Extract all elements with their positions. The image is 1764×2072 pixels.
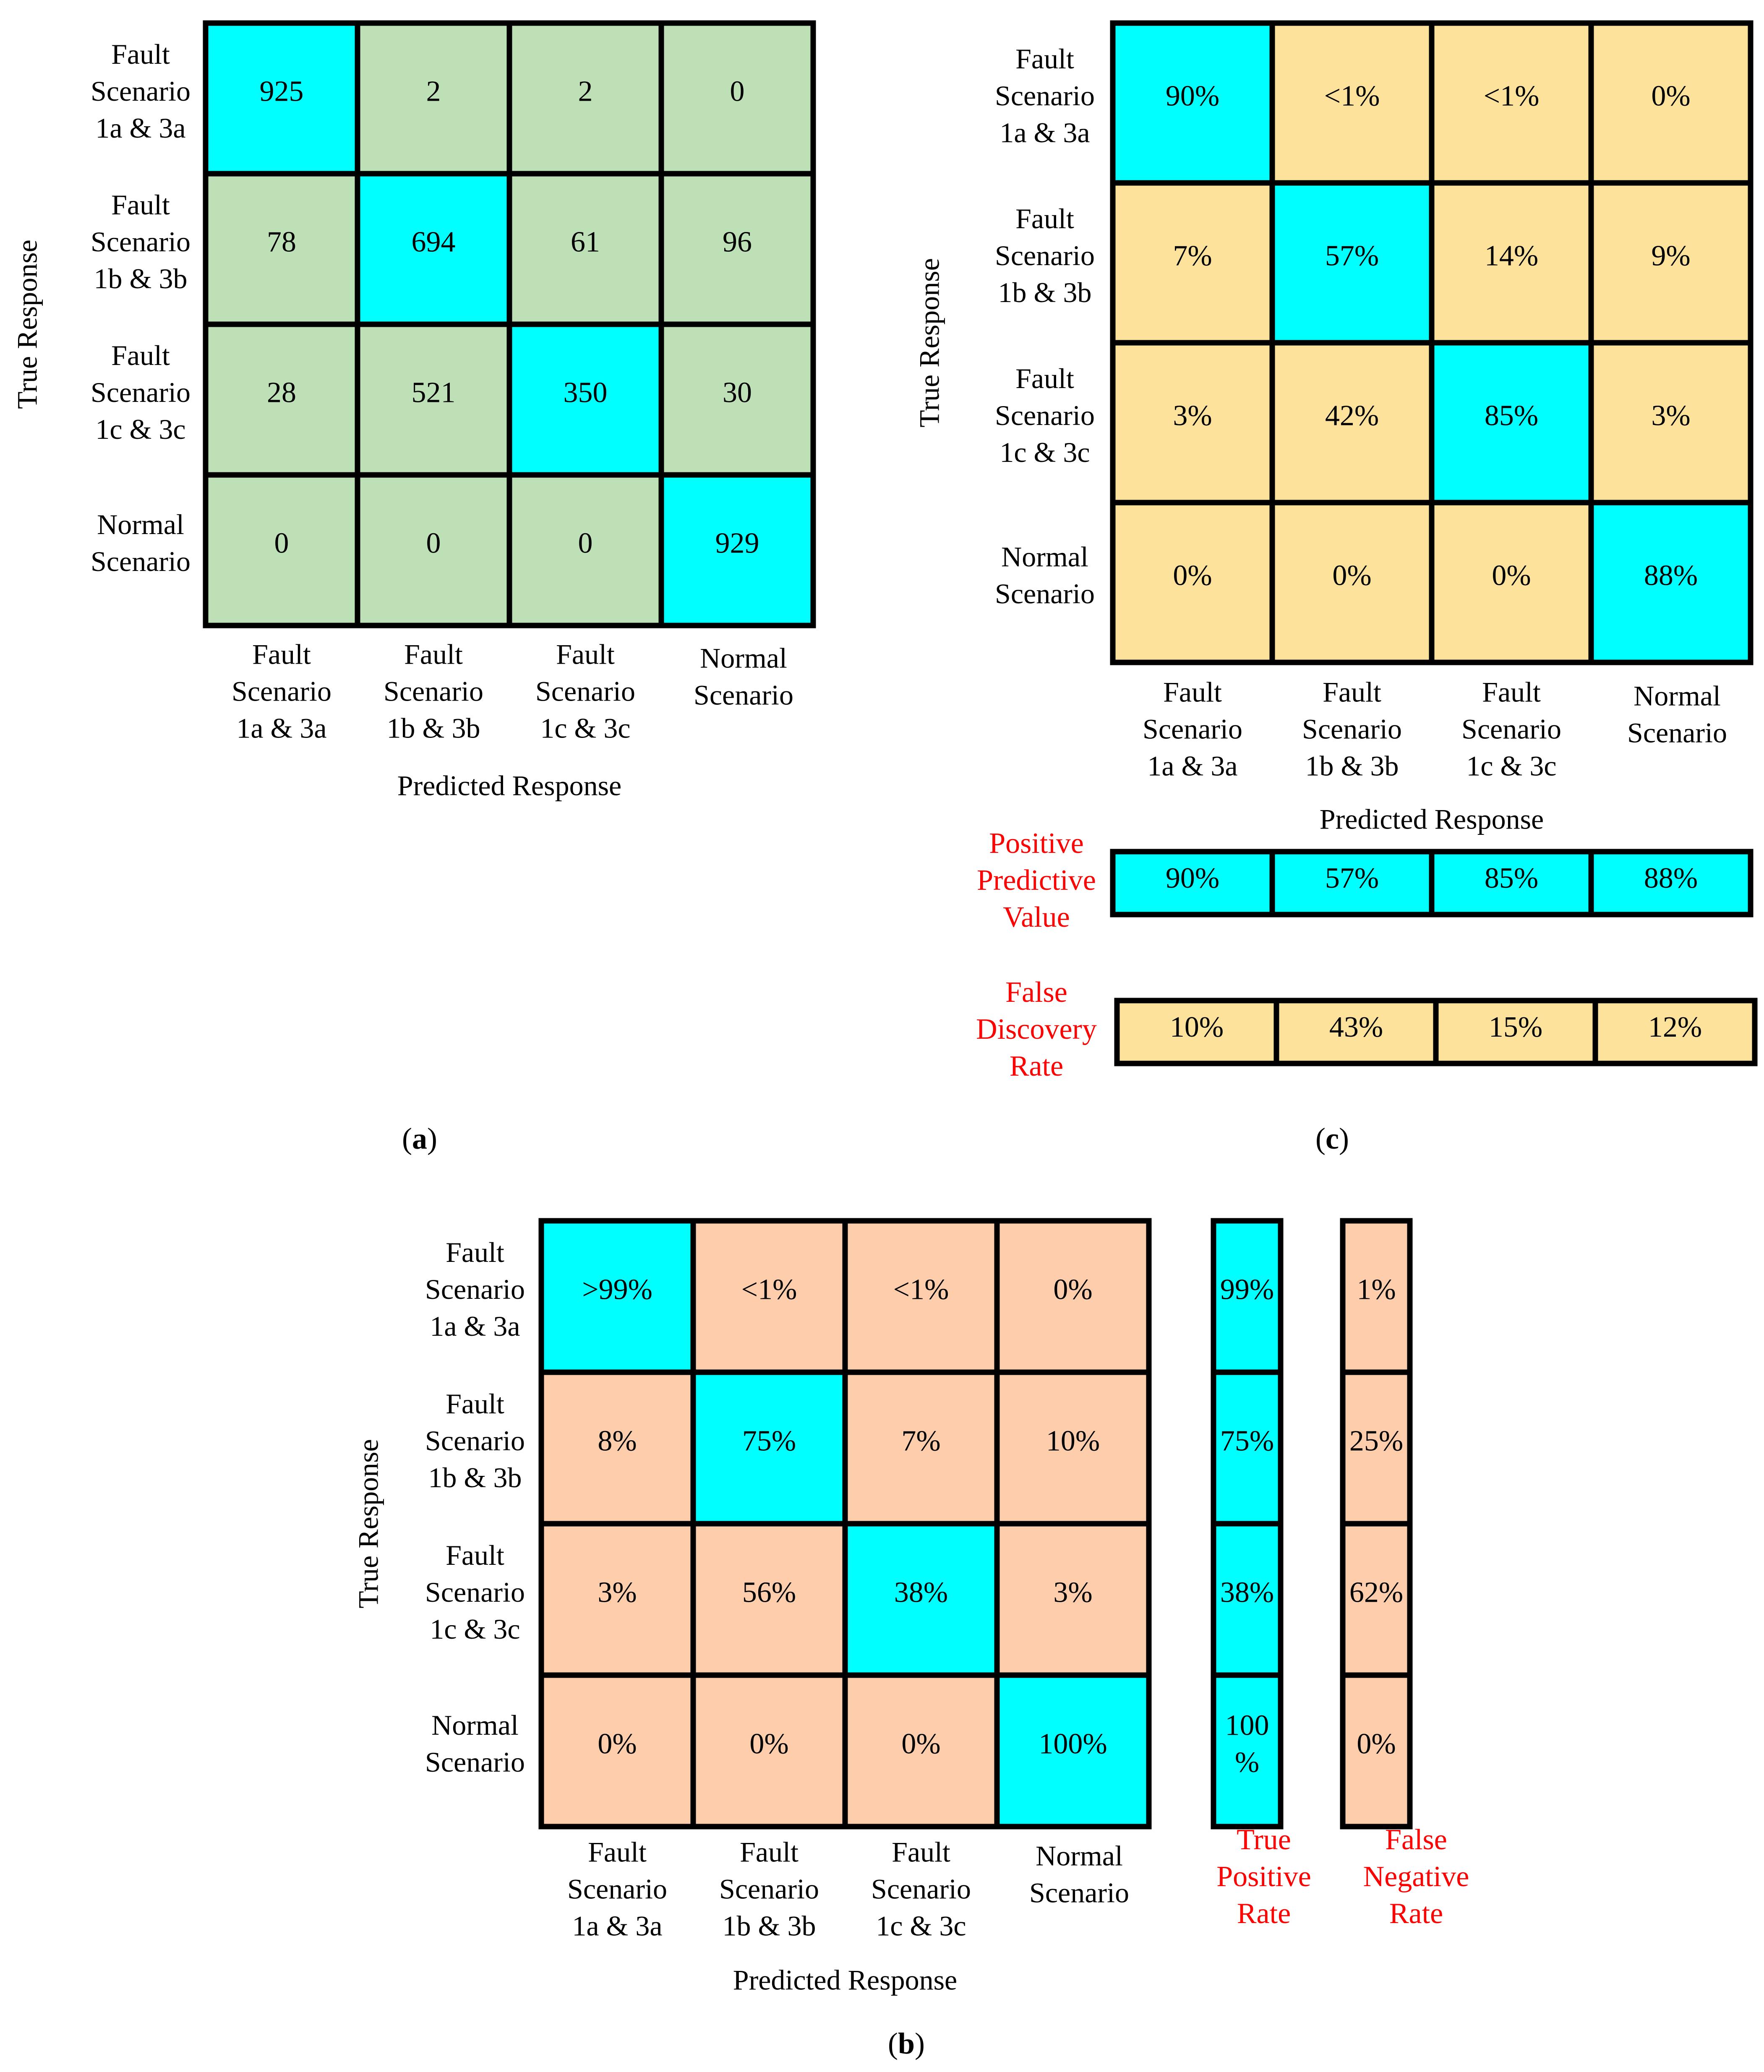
confusion-matrix-panel: [913, 23, 1755, 1155]
y-axis-title: True Response: [352, 1439, 384, 1608]
column-label: [1029, 1840, 1129, 1909]
row-label-line: 1c & 3c: [999, 436, 1090, 469]
row-label-line: 1a & 3a: [95, 112, 186, 144]
row-label: [995, 203, 1095, 308]
matrix-cell-value: 0%: [749, 1728, 789, 1760]
panel-label-letter: c: [1326, 1122, 1339, 1155]
row-label-line: Scenario: [91, 376, 190, 409]
row-label-line: Scenario: [425, 1746, 525, 1778]
matrix-cell-value: 7%: [1173, 240, 1212, 272]
row-label-line: Scenario: [995, 80, 1095, 112]
column-label: [694, 642, 793, 711]
matrix-cell-value: 10%: [1046, 1425, 1100, 1457]
summary-column-label: [1363, 1824, 1469, 1930]
summary-cell-value: [1220, 1577, 1274, 1609]
row-label-line: Fault: [111, 339, 170, 372]
x-axis-title: Predicted Response: [1319, 803, 1544, 835]
row-label-line: Scenario: [425, 1576, 525, 1608]
column-label: [871, 1836, 971, 1942]
row-label-line: 1b & 3b: [94, 263, 188, 295]
column-label-line: Fault: [1482, 676, 1541, 708]
row-label-line: Scenario: [91, 226, 190, 258]
matrix-cell-value: 38%: [894, 1576, 948, 1609]
row-label-line: Scenario: [91, 545, 190, 578]
panel-label: [402, 1122, 437, 1155]
row-label: [425, 1709, 525, 1778]
matrix-cell-value: 28: [267, 376, 296, 409]
summary-cell-value: [1220, 1425, 1274, 1457]
matrix-cell-value: 30: [723, 376, 752, 409]
row-label-line: Scenario: [995, 578, 1095, 610]
matrix-cell-value: 90%: [1165, 80, 1220, 112]
matrix-cell-value: 694: [411, 226, 456, 258]
matrix-cell-value: 0%: [901, 1728, 941, 1760]
summary-cell-value: [1349, 1425, 1403, 1457]
column-label-line: Fault: [556, 638, 615, 670]
row-label: [425, 1539, 525, 1645]
matrix-cell-value: 925: [259, 75, 304, 108]
summary-column-label-line: Negative: [1363, 1861, 1469, 1893]
matrix-cell-value: 929: [715, 527, 759, 560]
summary-cell-value-line: 100: [1225, 1709, 1269, 1742]
row-label: [995, 43, 1095, 149]
column-label-line: Scenario: [1302, 713, 1402, 745]
column-label-line: Normal: [1634, 680, 1721, 712]
column-label: [567, 1836, 667, 1942]
column-label-line: 1c & 3c: [876, 1910, 966, 1942]
summary-row-label: [977, 827, 1096, 933]
matrix-cell-value: 61: [571, 226, 600, 258]
summary-cell-value-line: 0%: [1357, 1728, 1396, 1760]
row-label-line: Fault: [1015, 203, 1074, 235]
matrix-cell-value: 57%: [1325, 240, 1379, 272]
summary-row-label-line: Value: [1003, 901, 1070, 934]
panel-label-open: (: [402, 1122, 412, 1155]
summary-row-label-line: False: [1005, 976, 1067, 1009]
row-label-line: Fault: [446, 1539, 504, 1572]
summary-cell-value: 15%: [1488, 1011, 1543, 1044]
summary-cell-value: [1357, 1274, 1396, 1306]
matrix-cell-value: 0: [578, 527, 593, 560]
column-label: [1627, 680, 1727, 749]
column-label-line: 1a & 3a: [572, 1910, 663, 1942]
column-label-line: Fault: [252, 638, 311, 670]
row-label-line: 1b & 3b: [428, 1462, 522, 1494]
column-label-line: Fault: [740, 1836, 798, 1868]
column-label-line: Scenario: [871, 1873, 971, 1905]
matrix-cell-value: <1%: [1324, 80, 1380, 112]
row-label-line: Normal: [431, 1709, 519, 1741]
matrix-cell-value: 42%: [1325, 399, 1379, 432]
column-label: [1143, 676, 1242, 782]
panel-label-close: ): [915, 2027, 925, 2060]
column-label-line: 1a & 3a: [236, 712, 327, 744]
column-label: [1461, 676, 1561, 782]
column-label: [535, 639, 635, 744]
column-label-line: 1c & 3c: [540, 712, 631, 744]
row-label: [995, 541, 1095, 610]
matrix-cell-value: 96: [723, 226, 752, 258]
column-label: [1302, 676, 1402, 782]
column-label-line: 1a & 3a: [1147, 750, 1238, 782]
panel-label-open: (: [887, 2027, 898, 2060]
x-axis-title: Predicted Response: [397, 769, 622, 802]
panel-label-letter: b: [898, 2027, 915, 2060]
summary-cell-value: 85%: [1484, 862, 1539, 895]
matrix-cell-value: <1%: [741, 1273, 797, 1306]
matrix-cell-value: 0%: [1173, 559, 1212, 592]
matrix-cell-value: 0%: [1492, 559, 1531, 592]
matrix-cell-value: 2: [426, 75, 441, 108]
matrix-cell-value: >99%: [582, 1273, 652, 1306]
panel-label-close: ): [427, 1122, 437, 1155]
row-label: [91, 38, 190, 144]
summary-cell-value: 57%: [1325, 862, 1379, 895]
column-label-line: 1b & 3b: [386, 712, 480, 744]
summary-column-label-line: Rate: [1389, 1897, 1443, 1930]
matrix-cell-value: 3%: [598, 1576, 637, 1609]
column-label-line: Fault: [1163, 676, 1222, 708]
panel-label-letter: a: [412, 1122, 427, 1155]
row-label-line: Fault: [111, 189, 170, 221]
column-label-line: Scenario: [567, 1873, 667, 1905]
matrix-cell-value: 56%: [742, 1576, 796, 1609]
column-label-line: Scenario: [384, 675, 483, 707]
summary-column-label-line: Rate: [1237, 1897, 1291, 1930]
summary-cell-value: 12%: [1648, 1011, 1702, 1044]
confusion-matrix-panel: [352, 1221, 1469, 2060]
summary-cell-value: [1349, 1577, 1403, 1609]
matrix-cell-value: 14%: [1484, 240, 1539, 272]
summary-cell-value: 90%: [1165, 862, 1220, 895]
matrix-cell-value: 0%: [1053, 1273, 1093, 1306]
row-label-line: Scenario: [995, 399, 1095, 432]
matrix-cell-value: 0: [426, 527, 441, 560]
summary-cell-value-line: 75%: [1220, 1425, 1274, 1457]
matrix-cell-value: 75%: [742, 1425, 796, 1457]
summary-cell-value-line: 62%: [1349, 1576, 1404, 1609]
matrix-cell-value: 2: [578, 75, 593, 108]
matrix-cell-value: 3%: [1173, 399, 1212, 432]
summary-column-label-line: Positive: [1216, 1861, 1311, 1893]
matrix-cell-value: <1%: [893, 1273, 949, 1306]
matrix-cell-value: 7%: [901, 1425, 941, 1457]
column-label: [384, 639, 483, 744]
matrix-cell-value: 88%: [1644, 559, 1698, 592]
matrix-cell-value: 9%: [1651, 240, 1691, 272]
row-label-line: Scenario: [425, 1273, 525, 1306]
column-label-line: 1c & 3c: [1466, 750, 1557, 782]
summary-row-label-line: Predictive: [977, 864, 1096, 897]
matrix-cell-value: 8%: [598, 1425, 637, 1457]
summary-row-label: [976, 976, 1097, 1082]
column-label-line: Normal: [700, 642, 787, 674]
summary-cell-value: 43%: [1329, 1011, 1383, 1044]
row-label: [425, 1388, 525, 1493]
summary-cell-value-line: 38%: [1220, 1576, 1274, 1609]
row-label: [91, 339, 190, 445]
column-label-line: Scenario: [1627, 717, 1727, 749]
row-label-line: Fault: [111, 38, 170, 70]
row-label-line: Normal: [97, 508, 184, 541]
column-label-line: Scenario: [232, 675, 331, 707]
matrix-cell-value: 3%: [1651, 399, 1691, 432]
column-label-line: Fault: [588, 1836, 647, 1868]
row-label: [91, 508, 190, 577]
summary-cell-value-line: 25%: [1349, 1425, 1404, 1457]
panel-label-close: ): [1339, 1122, 1349, 1155]
row-label: [425, 1236, 525, 1342]
matrix-cell-value: 85%: [1484, 399, 1539, 432]
matrix-cell-value: 0: [730, 75, 745, 108]
y-axis-title: True Response: [11, 240, 43, 409]
matrix-cell-value: 3%: [1053, 1576, 1093, 1609]
row-label-line: 1b & 3b: [998, 276, 1092, 309]
column-label: [232, 639, 331, 744]
summary-cell-value: [1357, 1728, 1396, 1760]
row-label-line: Normal: [1001, 541, 1088, 573]
row-label-line: Fault: [446, 1236, 504, 1269]
column-label-line: 1b & 3b: [1305, 750, 1399, 782]
matrix-cell-value: 521: [411, 376, 456, 409]
column-label-line: Scenario: [535, 675, 635, 707]
column-label-line: Scenario: [1029, 1877, 1129, 1909]
row-label-line: 1a & 3a: [430, 1310, 520, 1342]
matrix-cell-value: 0%: [1651, 80, 1691, 112]
summary-cell-value-line: %: [1234, 1746, 1260, 1779]
y-axis-title: True Response: [913, 258, 945, 427]
summary-cell-value: 10%: [1169, 1011, 1224, 1044]
row-label-line: Fault: [1015, 362, 1074, 395]
column-label-line: Fault: [404, 638, 463, 670]
column-label-line: Scenario: [694, 679, 793, 711]
row-label-line: 1c & 3c: [95, 413, 186, 446]
summary-column-label-line: False: [1385, 1824, 1447, 1856]
column-label-line: Scenario: [1143, 713, 1242, 745]
summary-column-label: [1216, 1824, 1311, 1930]
matrix-cell-value: 100%: [1039, 1728, 1107, 1760]
matrix-cell-value: 0: [274, 527, 289, 560]
panel-label-open: (: [1315, 1122, 1326, 1155]
row-label: [995, 362, 1095, 468]
summary-cell-value: 88%: [1644, 862, 1698, 895]
row-label-line: 1c & 3c: [430, 1613, 520, 1645]
column-label-line: 1b & 3b: [722, 1910, 816, 1942]
summary-cell-value: [1220, 1274, 1274, 1306]
x-axis-title: Predicted Response: [733, 1964, 958, 1996]
summary-row-label-line: Discovery: [976, 1013, 1097, 1046]
summary-row-label-line: Positive: [989, 827, 1084, 860]
column-label-line: Fault: [892, 1836, 950, 1868]
panel-label: [888, 2027, 925, 2060]
row-label-line: Fault: [1015, 43, 1074, 75]
summary-cell-value-line: 1%: [1357, 1273, 1396, 1306]
confusion-matrix-panel: [11, 23, 813, 1155]
summary-column-label-line: True: [1237, 1824, 1291, 1856]
column-label: [719, 1836, 819, 1942]
matrix-cell-value: 78: [267, 226, 296, 258]
row-label-line: Fault: [446, 1388, 504, 1420]
row-label-line: Scenario: [425, 1425, 525, 1457]
summary-row-label-line: Rate: [1009, 1050, 1064, 1083]
matrix-cell-value: 0%: [598, 1728, 637, 1760]
column-label-line: Scenario: [1461, 713, 1561, 745]
row-label: [91, 189, 190, 295]
panel-label: [1315, 1122, 1349, 1155]
row-label-line: Scenario: [91, 75, 190, 107]
matrix-cell-value: <1%: [1483, 80, 1540, 112]
column-label-line: Fault: [1323, 676, 1381, 708]
column-label-line: Scenario: [719, 1873, 819, 1905]
summary-cell-value-line: 99%: [1220, 1273, 1274, 1306]
row-label-line: Scenario: [995, 240, 1095, 272]
column-label-line: Normal: [1036, 1840, 1123, 1872]
matrix-cell-value: 0%: [1332, 559, 1372, 592]
matrix-cell-value: 350: [563, 376, 608, 409]
row-label-line: 1a & 3a: [999, 117, 1090, 149]
